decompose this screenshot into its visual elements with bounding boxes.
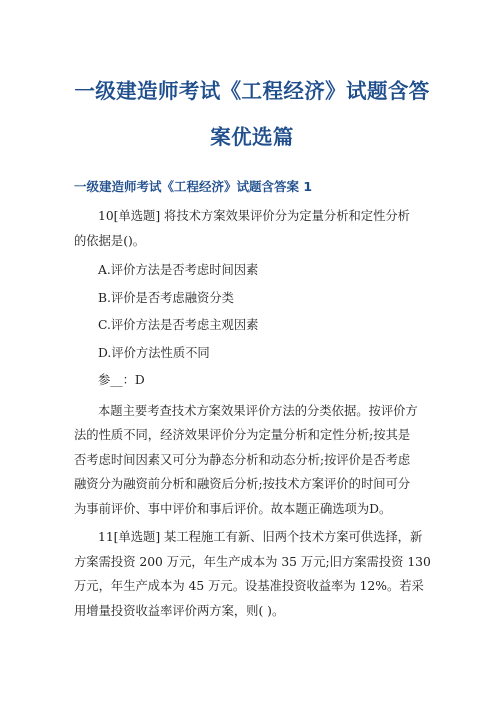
question-11-line-4: 用增量投资收益率评价两方案，则( )。	[74, 603, 285, 618]
question-11-line-3: 万元，年生产成本为 45 万元。设基准投资收益率为 12%。若采	[74, 579, 424, 593]
option-d: D.评价方法性质不同	[98, 345, 210, 360]
explanation-line-5: 为事前评价、事中评价和事后评价。故本题正确选项为D。	[74, 501, 392, 516]
explanation-line-4: 融资分为融资前分析和融资后分析;按技术方案评价的时间可分	[74, 477, 411, 491]
explanation-line-1: 本题主要考查技术方案效果评价方法的分类依据。按评价方	[98, 403, 418, 418]
explanation-line-2: 法的性质不同，经济效果评价分为定量分析和定性分析;按其是	[74, 428, 411, 442]
question-10-line-1: 10[单选题] 将技术方案效果评价分为定量分析和定性分析	[98, 209, 410, 223]
explanation-line-3: 否考虑时间因素又可分为静态分析和动态分析;按评价是否考虑	[74, 452, 411, 467]
document-title	[74, 0, 430, 160]
question-10-line-2: 的依据是()。	[74, 233, 146, 248]
option-b: B.评价是否考虑融资分类	[98, 290, 234, 305]
question-11-line-2: 方案需投资 200 万元，年生产成本为 35 万元;旧方案需投资 130	[74, 554, 431, 569]
question-11	[74, 525, 430, 623]
question-10-answer: 参__：D	[98, 373, 145, 387]
option-c: C.评价方法是否考虑主观因素	[98, 318, 259, 332]
document-title-line-2: 案优选篇	[210, 125, 294, 149]
question-10-options	[74, 257, 430, 395]
question-11-line-1: 11[单选题] 某工程施工有新、旧两个技术方案可供选择，新	[98, 530, 423, 544]
question-10-explanation	[74, 399, 430, 522]
option-a: A.评价方法是否考虑时间因素	[98, 263, 259, 277]
document-title-line-1: 一级建造师考试《工程经济》试题含答	[74, 79, 430, 103]
question-10	[74, 204, 430, 253]
section-heading: 一级建造师考试《工程经济》试题含答案 1	[74, 179, 313, 194]
